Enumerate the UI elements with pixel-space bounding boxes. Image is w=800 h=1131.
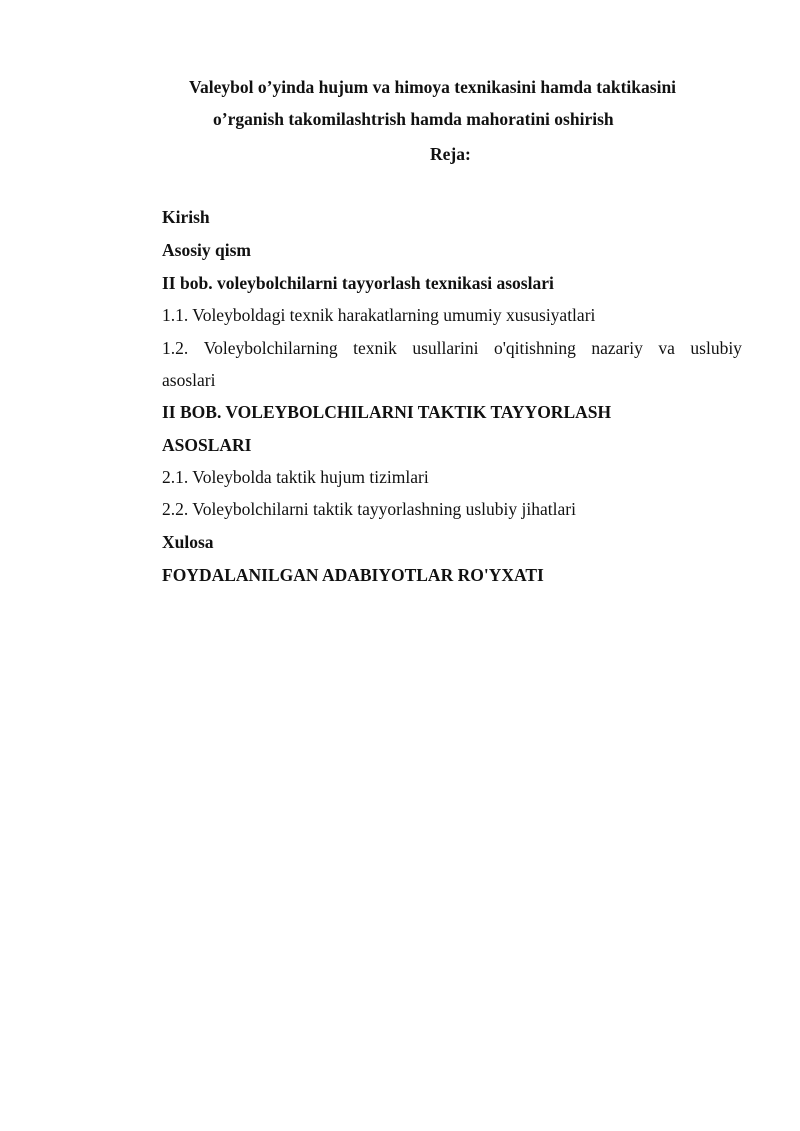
- toc-item-1-2-word: nazariy: [591, 338, 643, 358]
- toc-chapter2-title-line1: II BOB. VOLEYBOLCHILARNI TAKTIK TAYYORLASH: [162, 402, 612, 422]
- plan-label: Reja:: [430, 144, 471, 164]
- toc-item-2-1: 2.1. Voleybolda taktik hujum tizimlari: [162, 467, 429, 487]
- toc-item-1-2-word: va: [658, 338, 675, 358]
- title-line-2: o’rganish takomilashtrish hamda mahoratini oshirish: [213, 109, 614, 129]
- toc-references: FOYDALANILGAN ADABIYOTLAR RO'YXATI: [162, 565, 544, 585]
- toc-item-1-2-continuation: asoslari: [162, 370, 216, 390]
- title-line-1: Valeybol o’yinda hujum va himoya texnikasini hamda taktikasini: [189, 77, 677, 97]
- toc-item-1-2: [162, 340, 742, 358]
- toc-conclusion: Xulosa: [162, 532, 214, 552]
- toc-item-2-2: 2.2. Voleybolchilarni taktik tayyorlashning uslubiy jihatlari: [162, 499, 576, 519]
- toc-item-1-1: 1.1. Voleyboldagi texnik harakatlarning umumiy xususiyatlari: [162, 305, 596, 325]
- toc-item-1-2-word: o'qitishning: [493, 338, 576, 358]
- toc-chapter2-title-line2: ASOSLARI: [162, 435, 252, 455]
- toc-item-1-2-word: 1.2.: [162, 338, 189, 358]
- toc-chapter1-title: II bob. voleybolchilarni tayyorlash texnikasi asoslari: [162, 273, 554, 293]
- toc-intro: Kirish: [162, 207, 210, 227]
- toc-item-1-2-word: texnik: [353, 338, 397, 358]
- toc-item-1-2-word: usullarini: [412, 338, 479, 358]
- toc-item-1-2-word: uslubiy: [690, 338, 742, 358]
- toc-main-part: Asosiy qism: [162, 240, 251, 260]
- toc-item-1-2-word: Voleybolchilarning: [203, 338, 338, 358]
